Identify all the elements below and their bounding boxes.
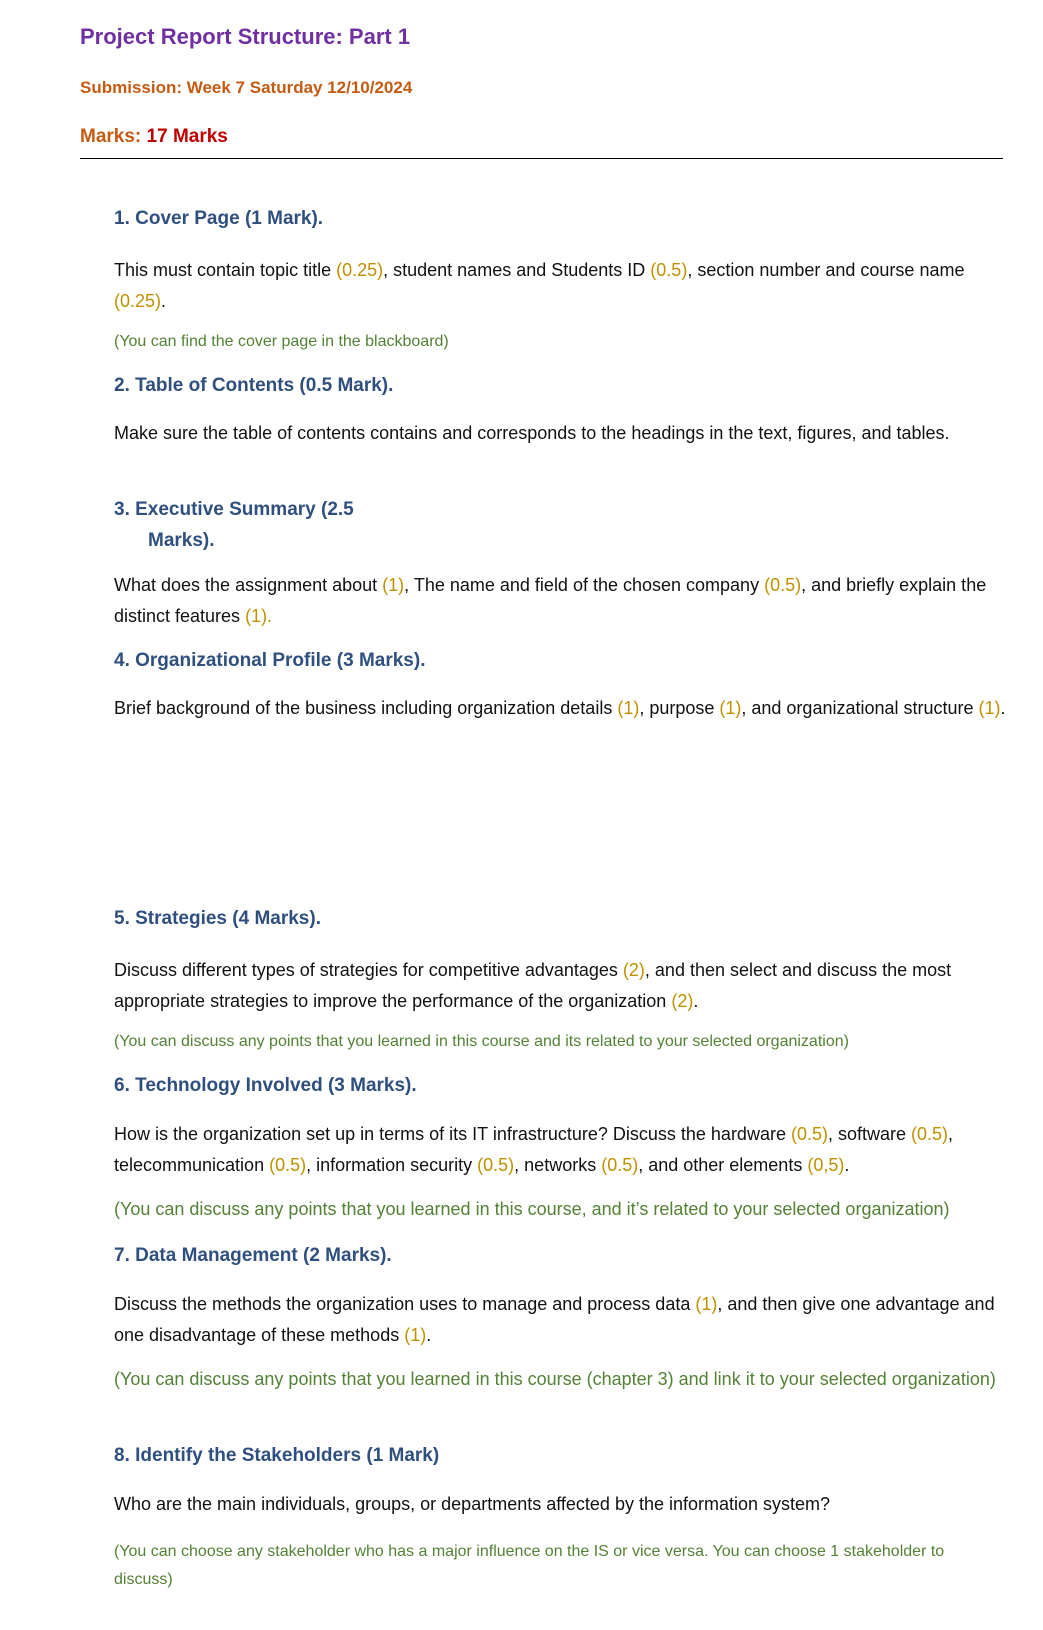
section-body-strategies: Discuss different types of strategies for competitive advantages (2), and then select and discuss the most appropriate strategies to improve the performance of the organization (2). (114, 960, 952, 1011)
section-note-stakeholders: (You can choose any stakeholder who has a major influence on the IS or vice versa. You can choose 1 stakeholder to discuss) (114, 1543, 945, 1588)
section-body-technology-involved: How is the organization set up in terms of its IT infrastructure? Discuss the hardware (0.5), software (0.5), telecommunication (0.5), information security (0.5), networks (0.5), and other elements (0,5). (114, 1124, 954, 1175)
submission-date: Submission: Week 7 Saturday 12/10/2024 (80, 78, 413, 97)
marks-label: Marks: (80, 126, 147, 147)
section-note-technology-involved: (You can discuss any points that you learned in this course, and it’s related to your selected organization) (114, 1199, 950, 1219)
document-title: Project Report Structure: Part 1 (80, 24, 411, 49)
section-heading-stakeholders: 8. Identify the Stakeholders (1 Mark) (114, 1445, 440, 1466)
section-body-data-management: Discuss the methods the organization uses to manage and process data (1), and then give one advantage and one disadvantage of these methods (1). (114, 1294, 995, 1345)
section-heading-data-management: 7. Data Management (2 Marks). (114, 1245, 392, 1266)
section-heading-table-of-contents: 2. Table of Contents (0.5 Mark). (114, 375, 394, 396)
section-heading-executive-summary: 3. Executive Summary (2.5 Marks). (114, 499, 354, 551)
section-body-stakeholders: Who are the main individuals, groups, or departments affected by the information system? (114, 1494, 831, 1514)
marks-value: 17 Marks (146, 126, 228, 147)
section-body-cover-page: This must contain topic title (0.25), student names and Students ID (0.5), section number and course name (0.25). (114, 260, 965, 311)
section-heading-cover-page: 1. Cover Page (1 Mark). (114, 208, 324, 229)
section-note-data-management: (You can discuss any points that you learned in this course (chapter 3) and link it to your selected organization) (114, 1369, 996, 1389)
section-heading-organizational-profile: 4. Organizational Profile (3 Marks). (114, 650, 426, 671)
section-body-organizational-profile: Brief background of the business including organization details (1), purpose (1), and organizational structure (1). (114, 698, 1006, 718)
section-heading-technology-involved: 6. Technology Involved (3 Marks). (114, 1075, 417, 1096)
section-heading-strategies: 5. Strategies (4 Marks). (114, 908, 321, 929)
total-marks (80, 126, 228, 148)
section-body-table-of-contents: Make sure the table of contents contains and corresponds to the headings in the text, figures, and tables. (114, 423, 950, 443)
section-note-cover-page: (You can find the cover page in the blackboard) (114, 333, 449, 350)
section-body-executive-summary: What does the assignment about (1), The name and field of the chosen company (0.5), and briefly explain the distinct features (1). (114, 575, 987, 626)
section-note-strategies: (You can discuss any points that you learned in this course and its related to your selected organization) (114, 1033, 849, 1050)
header-divider (80, 158, 1003, 159)
